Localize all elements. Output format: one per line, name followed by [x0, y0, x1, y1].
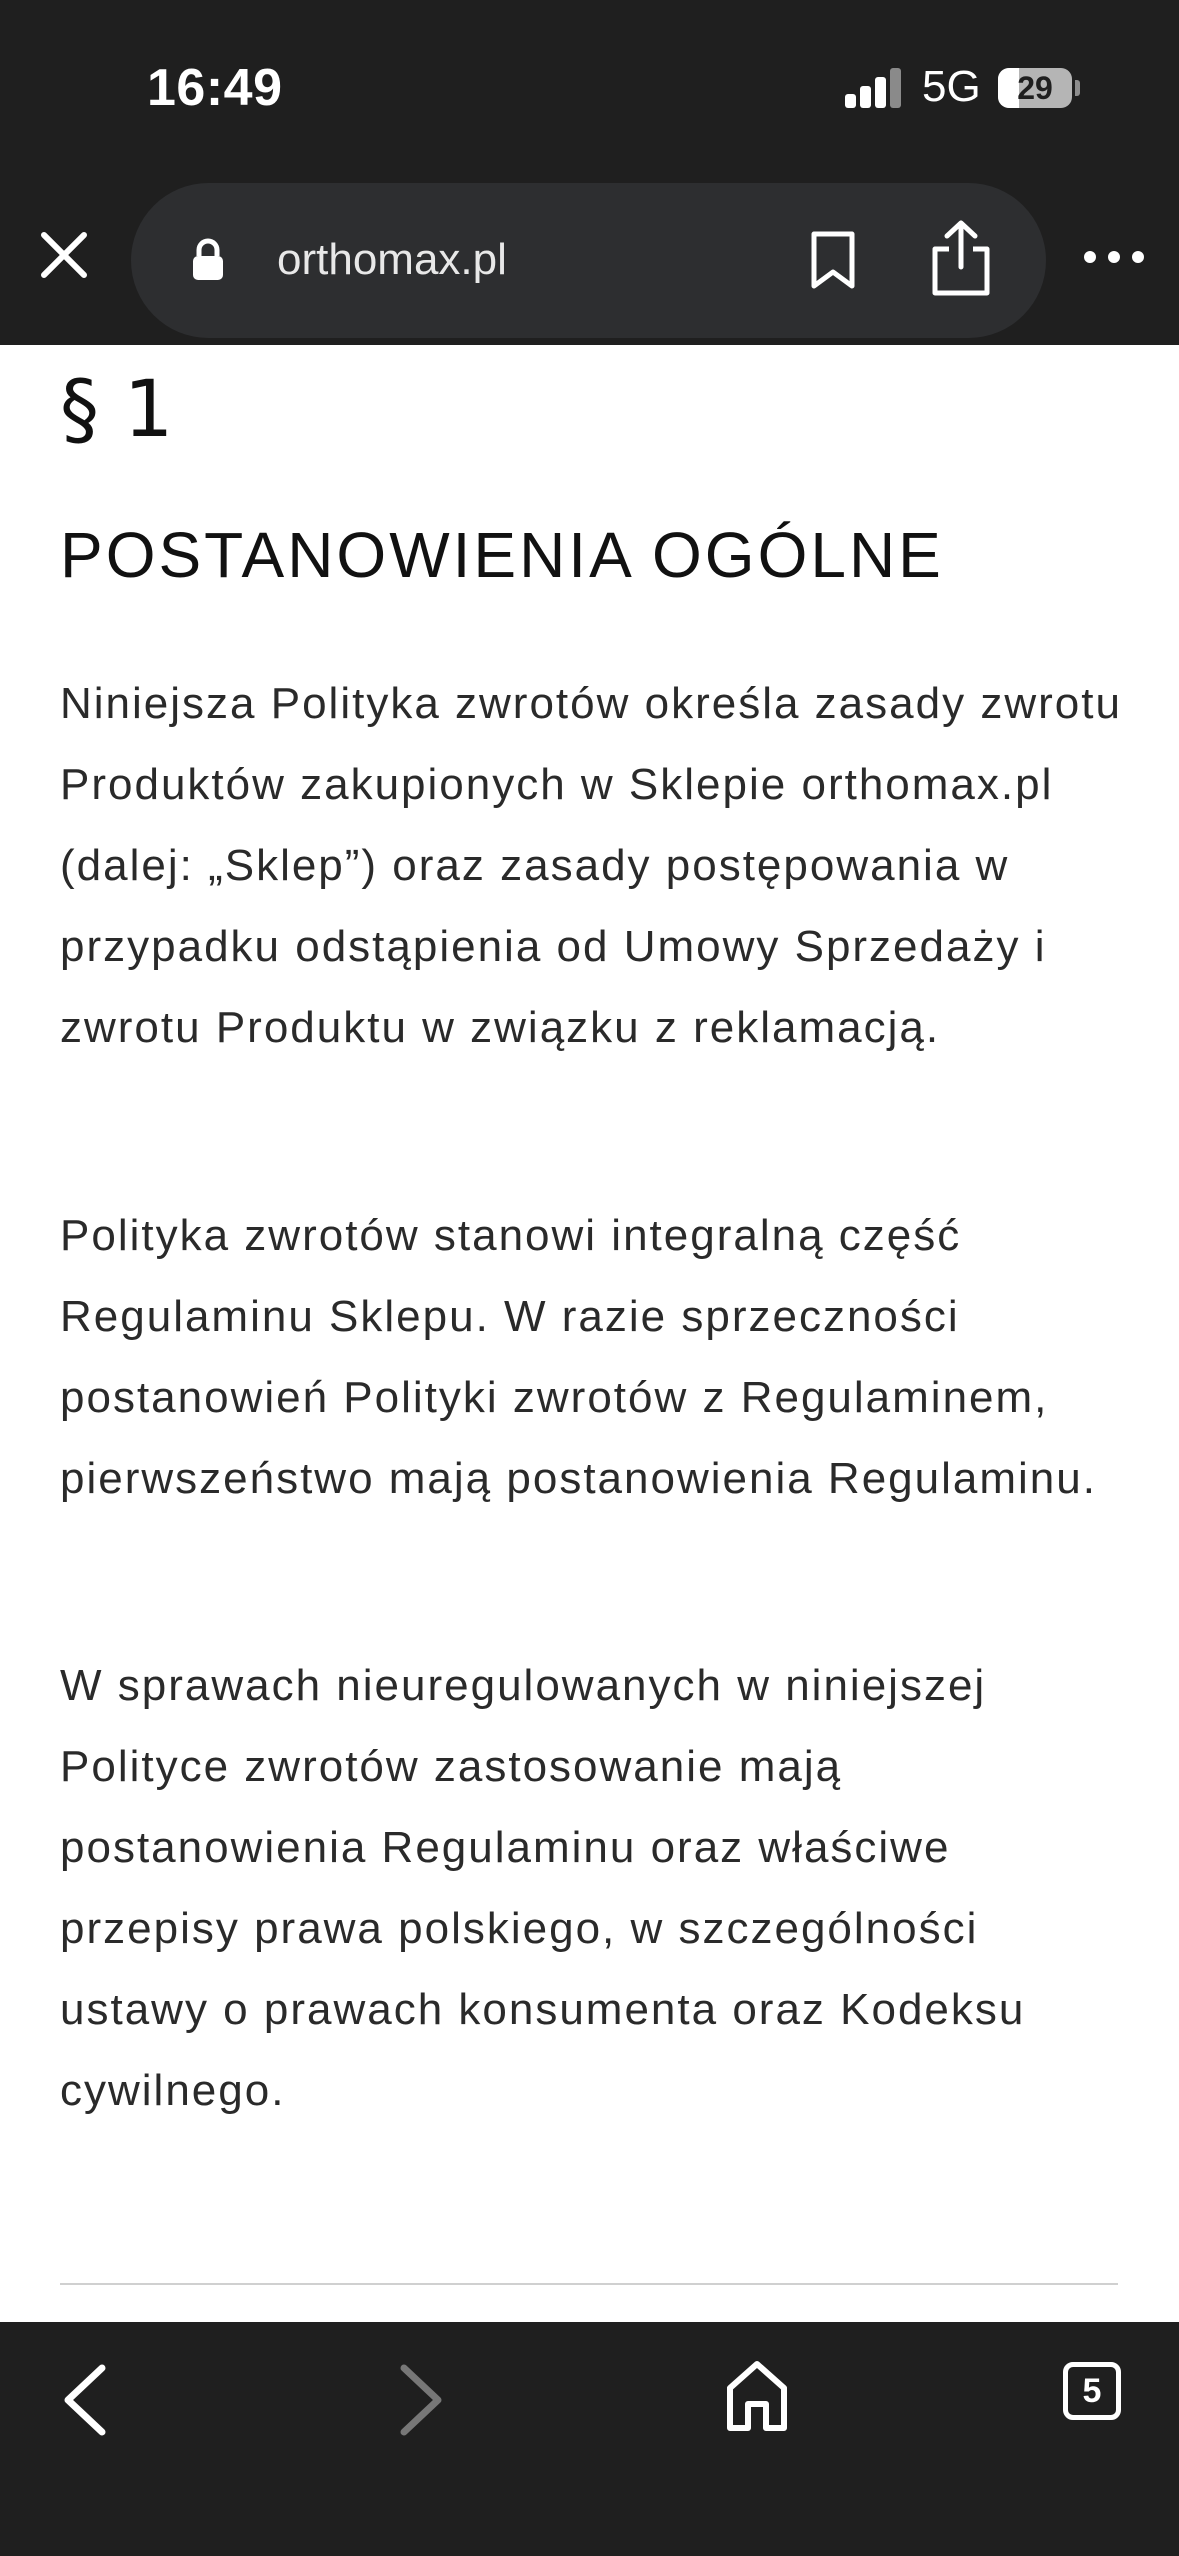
paragraph-3: W sprawach nieuregulowanych w niniejszej Polityce zwrotów zastosowanie mają postanowienia Regulaminu oraz właściwe przepisy prawa polskiego, w szczególności ustawy o prawach konsumenta oraz Kodeksu cywilnego. — [60, 1661, 1026, 2115]
back-icon[interactable] — [56, 2360, 116, 2440]
more-icon[interactable] — [1082, 242, 1146, 272]
bookmark-icon[interactable] — [808, 230, 858, 292]
network-type: 5G — [922, 62, 981, 111]
divider — [60, 2283, 1118, 2285]
battery-level: 29 — [1017, 70, 1053, 106]
battery-icon — [998, 68, 1072, 108]
section-number: § 1 — [60, 365, 174, 455]
page-content — [0, 345, 1179, 2322]
home-icon[interactable] — [722, 2356, 792, 2436]
browser-toolbar — [0, 2322, 1179, 2556]
status-bar — [0, 0, 1179, 180]
close-icon[interactable] — [36, 227, 92, 283]
battery-tip — [1075, 80, 1080, 96]
url-text: orthomax.pl — [277, 235, 507, 284]
browser-address-bar — [0, 180, 1179, 345]
section-title: POSTANOWIENIA OGÓLNE — [60, 519, 944, 591]
paragraph-2: Polityka zwrotów stanowi integralną część Regulaminu Sklepu. W razie sprzeczności postanowień Polityki zwrotów z Regulaminem, pierwszeństwo mają postanowienia Regulaminu. — [60, 1211, 1097, 1503]
tabs-icon[interactable] — [1063, 2362, 1121, 2420]
status-time: 16:49 — [147, 59, 283, 117]
cellular-signal-icon — [845, 68, 903, 108]
paragraph-1: Niniejsza Polityka zwrotów określa zasady zwrotu Produktów zakupionych w Sklepie orthomax.pl (dalej: „Sklep”) oraz zasady postępowania w przypadku odstąpienia od Umowy Sprzedaży i zwrotu Produktu w związku z reklamacją. — [60, 679, 1122, 1052]
share-icon[interactable] — [929, 219, 993, 299]
tab-count: 5 — [1082, 2372, 1102, 2410]
lock-icon — [191, 238, 225, 282]
url-field[interactable] — [131, 183, 1046, 338]
forward-icon[interactable] — [390, 2360, 450, 2440]
